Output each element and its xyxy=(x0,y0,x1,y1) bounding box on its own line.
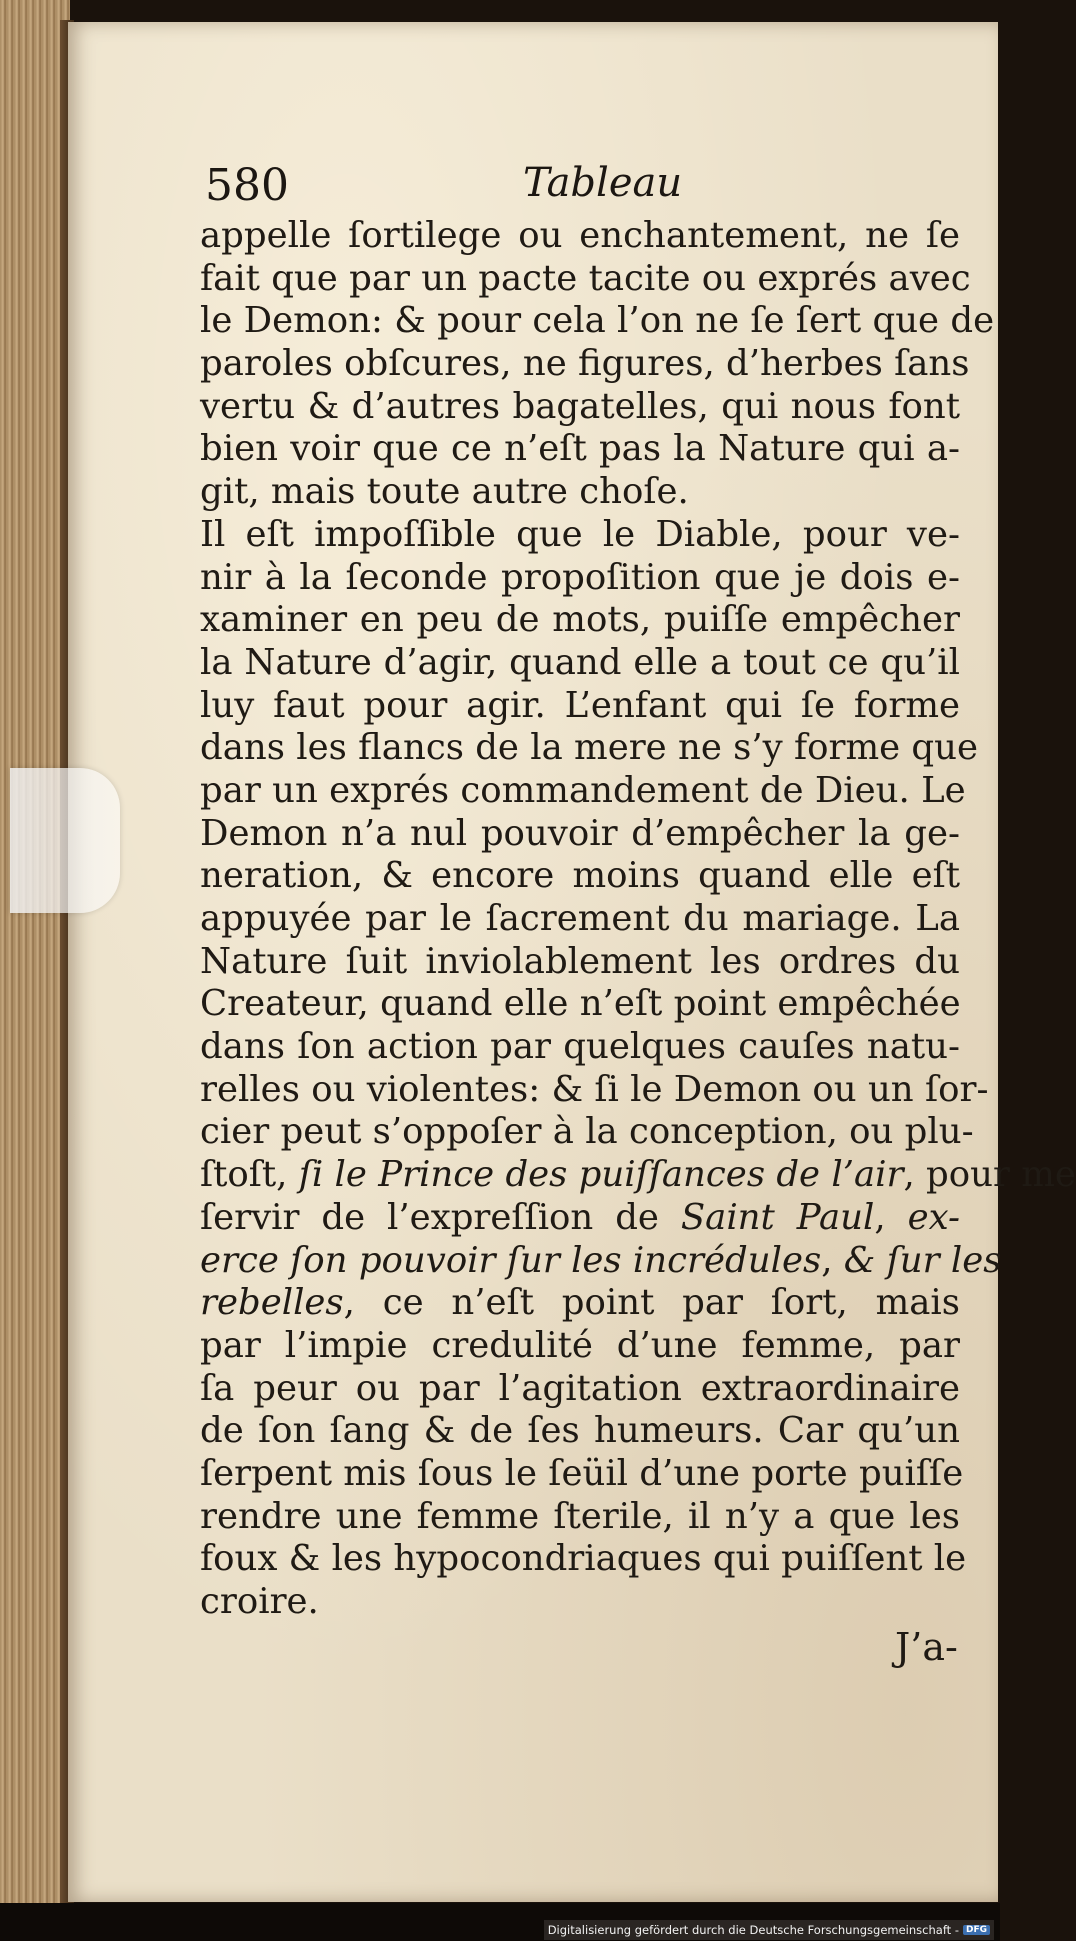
italic-text-segment: ex- xyxy=(907,1196,961,1238)
text-segment: de ſon ſang & de ſes humeurs. Car qu’un xyxy=(200,1410,960,1452)
text-line xyxy=(200,1410,960,1453)
text-segment: vertu & d’autres bagatelles, qui nous font xyxy=(200,385,960,427)
text-line xyxy=(200,1068,989,1112)
text-line xyxy=(200,1026,960,1069)
text-line xyxy=(200,1197,960,1240)
digitization-credit xyxy=(544,1920,994,1940)
text-line xyxy=(200,428,960,471)
text-line xyxy=(200,1581,960,1624)
text-segment: Il eſt impoſſible que le Diable, pour ve- xyxy=(200,513,960,555)
text-segment: luy faut pour agir. L’enfant qui ſe forme xyxy=(200,684,960,726)
text-line xyxy=(200,813,960,856)
body-text xyxy=(200,215,1076,1624)
text-segment: , ce n’eſt point par ſort, mais xyxy=(343,1282,960,1324)
text-line xyxy=(200,1325,960,1368)
text-segment: nir à la ſeconde propoſition que je dois e- xyxy=(200,556,960,598)
text-line xyxy=(200,257,971,301)
italic-text-segment: ſi le Prince des puiſſances de l’air xyxy=(298,1154,904,1196)
text-segment: cier peut s’oppoſer à la conception, ou plu- xyxy=(200,1111,974,1153)
text-segment: git, mais toute autre choſe. xyxy=(200,471,689,513)
text-line xyxy=(200,855,960,898)
page-number: 580 xyxy=(205,160,289,211)
text-segment: ſtoſt, xyxy=(200,1154,299,1196)
text-segment: , xyxy=(874,1196,908,1238)
text-segment: Nature ſuit inviolablement les ordres du xyxy=(200,940,960,982)
text-line xyxy=(200,642,960,685)
text-line xyxy=(200,941,960,984)
text-line xyxy=(200,1496,960,1539)
italic-text-segment: Saint Paul xyxy=(680,1196,875,1238)
text-segment: appelle ſortilege ou enchantement, ne ſe xyxy=(200,215,960,256)
text-segment: appuyée par le ſacrement du mariage. La xyxy=(200,898,960,939)
text-line xyxy=(200,1154,1076,1197)
text-line xyxy=(200,343,970,386)
text-segment: Demon n’a nul pouvoir d’empêcher la ge- xyxy=(200,812,960,854)
text-segment: croire. xyxy=(200,1581,319,1622)
text-line xyxy=(200,898,960,941)
text-segment: , xyxy=(821,1239,844,1281)
page-clip xyxy=(10,768,120,913)
text-line xyxy=(200,1452,964,1496)
text-segment: foux & les hypocondriaques qui puiſſent le xyxy=(200,1538,967,1580)
text-line xyxy=(200,386,960,429)
text-segment: relles ou violentes: & ſi le Demon ou un ſor- xyxy=(200,1068,989,1110)
text-line xyxy=(200,599,960,642)
text-line xyxy=(200,1239,1002,1283)
text-line xyxy=(200,1368,960,1411)
catchword: J’a- xyxy=(895,1625,958,1669)
text-line xyxy=(200,769,966,813)
text-line xyxy=(200,471,960,514)
text-line xyxy=(200,300,995,343)
text-segment: neration, & encore moins quand elle eſt xyxy=(200,855,960,897)
text-segment: Createur, quand elle n’eſt point empêchée xyxy=(200,983,961,1025)
text-line xyxy=(200,215,960,258)
running-head: Tableau xyxy=(523,160,683,206)
text-segment: ſerpent mis ſous le ſeüil d’une porte puiſſe xyxy=(200,1452,964,1494)
dfg-logo: DFG xyxy=(963,1925,990,1935)
text-line xyxy=(200,1111,974,1154)
text-line xyxy=(200,1282,960,1325)
text-line xyxy=(200,983,960,1026)
text-segment: bien voir que ce n’eſt pas la Nature qui a- xyxy=(200,428,960,470)
text-segment: la Nature d’agir, quand elle a tout ce qu’il xyxy=(200,641,960,683)
italic-text-segment: erce ſon pouvoir ſur les incrédules xyxy=(200,1239,822,1281)
text-segment: dans les flancs de la mere ne s’y forme que xyxy=(200,727,979,769)
text-segment: fait que par un pacte tacite ou exprés avec xyxy=(200,257,971,299)
text-segment: , pour me xyxy=(903,1154,1076,1196)
text-line xyxy=(200,1538,967,1581)
text-segment: dans ſon action par quelques cauſes natu- xyxy=(200,1026,960,1068)
text-segment: paroles obſcures, ne figures, d’herbes ſans xyxy=(200,343,970,385)
text-segment: le Demon: & pour cela l’on ne ſe ſert que de xyxy=(200,300,995,342)
text-segment: xaminer en peu de mots, puiſſe empêcher xyxy=(200,599,960,641)
text-segment: rendre une femme ſterile, il n’y a que les xyxy=(200,1495,960,1537)
page-header xyxy=(205,160,965,220)
text-segment: ſa peur ou par l’agitation extraordinaire xyxy=(200,1367,960,1409)
text-line xyxy=(200,557,960,600)
text-line xyxy=(200,685,960,728)
italic-text-segment: rebelles xyxy=(200,1282,344,1324)
credit-text: Digitalisierung gefördert durch die Deutsche Forschungsgemeinschaft - xyxy=(547,1923,959,1937)
text-segment: ſervir de l’expreſſion de xyxy=(200,1196,681,1238)
text-line xyxy=(200,727,979,770)
text-line xyxy=(200,514,960,557)
italic-text-segment: & ſur les xyxy=(843,1239,1002,1281)
text-segment: par l’impie credulité d’une femme, par xyxy=(200,1324,960,1366)
text-segment: par un exprés commandement de Dieu. Le xyxy=(200,769,966,811)
